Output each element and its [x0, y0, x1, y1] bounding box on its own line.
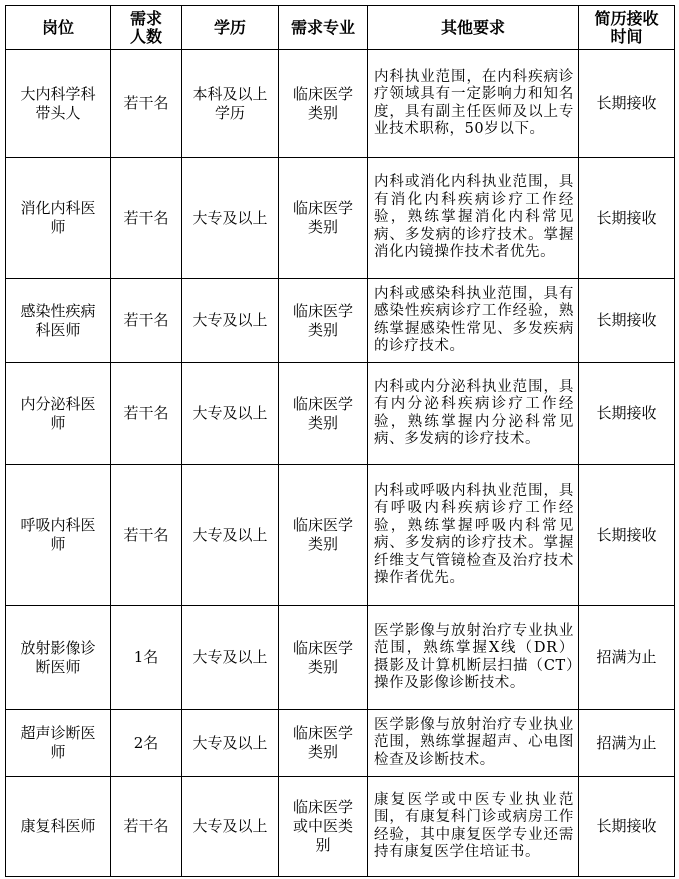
major-cell: 临床医学类别	[279, 710, 368, 777]
deadline-cell: 招满为止	[579, 710, 675, 777]
requirements-cell: 内科或消化内科执业范围，具有消化内科疾病诊疗工作经验，熟练掌握消化内科常见病、多发病的诊疗技术。掌握消化内镜操作技术者优先。	[368, 158, 579, 279]
header-row	[6, 6, 675, 50]
education-cell: 本科及以上学历	[182, 50, 279, 158]
table-row	[6, 710, 675, 777]
deadline-cell: 长期接收	[579, 279, 675, 363]
position-cell: 内分泌科医师	[6, 363, 111, 465]
education-cell: 大专及以上	[182, 363, 279, 465]
requirements-cell: 康复医学或中医专业执业范围，有康复科门诊或病房工作经验，其中康复医学专业还需持有康复医学住培证书。	[368, 777, 579, 877]
requirements-cell: 内科或感染科执业范围，具有感染性疾病诊疗工作经验，熟练掌握感染性常见、多发疾病的诊疗技术。	[368, 279, 579, 363]
major-cell: 临床医学类别	[279, 50, 368, 158]
header-deadline: 简历接收时间	[579, 6, 675, 50]
table-row	[6, 465, 675, 606]
headcount-cell: 若干名	[111, 279, 182, 363]
table-row	[6, 363, 675, 465]
major-cell: 临床医学类别	[279, 158, 368, 279]
headcount-cell: 1名	[111, 606, 182, 710]
table-row	[6, 158, 675, 279]
table-row	[6, 606, 675, 710]
table-row	[6, 777, 675, 877]
recruitment-table	[5, 5, 675, 877]
major-cell: 临床医学或中医类别	[279, 777, 368, 877]
requirements-cell: 医学影像与放射治疗专业执业范围，熟练掌握超声、心电图检查及诊断技术。	[368, 710, 579, 777]
header-headcount: 需求人数	[111, 6, 182, 50]
position-cell: 康复科医师	[6, 777, 111, 877]
position-cell: 放射影像诊断医师	[6, 606, 111, 710]
header-education: 学历	[182, 6, 279, 50]
deadline-cell: 长期接收	[579, 158, 675, 279]
header-requirements: 其他要求	[368, 6, 579, 50]
headcount-cell: 若干名	[111, 363, 182, 465]
headcount-cell: 2名	[111, 710, 182, 777]
deadline-cell: 长期接收	[579, 777, 675, 877]
header-position: 岗位	[6, 6, 111, 50]
table-row	[6, 50, 675, 158]
headcount-cell: 若干名	[111, 158, 182, 279]
major-cell: 临床医学类别	[279, 465, 368, 606]
position-cell: 感染性疾病科医师	[6, 279, 111, 363]
headcount-cell: 若干名	[111, 50, 182, 158]
table-row	[6, 279, 675, 363]
education-cell: 大专及以上	[182, 777, 279, 877]
header-major: 需求专业	[279, 6, 368, 50]
major-cell: 临床医学类别	[279, 606, 368, 710]
position-cell: 消化内科医师	[6, 158, 111, 279]
major-cell: 临床医学类别	[279, 279, 368, 363]
education-cell: 大专及以上	[182, 606, 279, 710]
headcount-cell: 若干名	[111, 777, 182, 877]
position-cell: 超声诊断医师	[6, 710, 111, 777]
headcount-cell: 若干名	[111, 465, 182, 606]
requirements-cell: 内科执业范围，在内科疾病诊疗领域具有一定影响力和知名度，具有副主任医师及以上专业技术职称，50岁以下。	[368, 50, 579, 158]
requirements-cell: 内科或呼吸内科执业范围，具有呼吸内科疾病诊疗工作经验，熟练掌握呼吸内科常见病、多发病的诊疗技术。掌握纤维支气管镜检查及治疗技术操作者优先。	[368, 465, 579, 606]
requirements-cell: 医学影像与放射治疗专业执业范围，熟练掌握X线（DR）摄影及计算机断层扫描（CT）操作及影像诊断技术。	[368, 606, 579, 710]
position-cell: 呼吸内科医师	[6, 465, 111, 606]
major-cell: 临床医学类别	[279, 363, 368, 465]
education-cell: 大专及以上	[182, 710, 279, 777]
deadline-cell: 长期接收	[579, 50, 675, 158]
deadline-cell: 长期接收	[579, 465, 675, 606]
position-cell: 大内科学科带头人	[6, 50, 111, 158]
deadline-cell: 长期接收	[579, 363, 675, 465]
deadline-cell: 招满为止	[579, 606, 675, 710]
education-cell: 大专及以上	[182, 158, 279, 279]
requirements-cell: 内科或内分泌科执业范围，具有内分泌科疾病诊疗工作经验，熟练掌握内分泌科常见病、多发病的诊疗技术。	[368, 363, 579, 465]
education-cell: 大专及以上	[182, 465, 279, 606]
education-cell: 大专及以上	[182, 279, 279, 363]
